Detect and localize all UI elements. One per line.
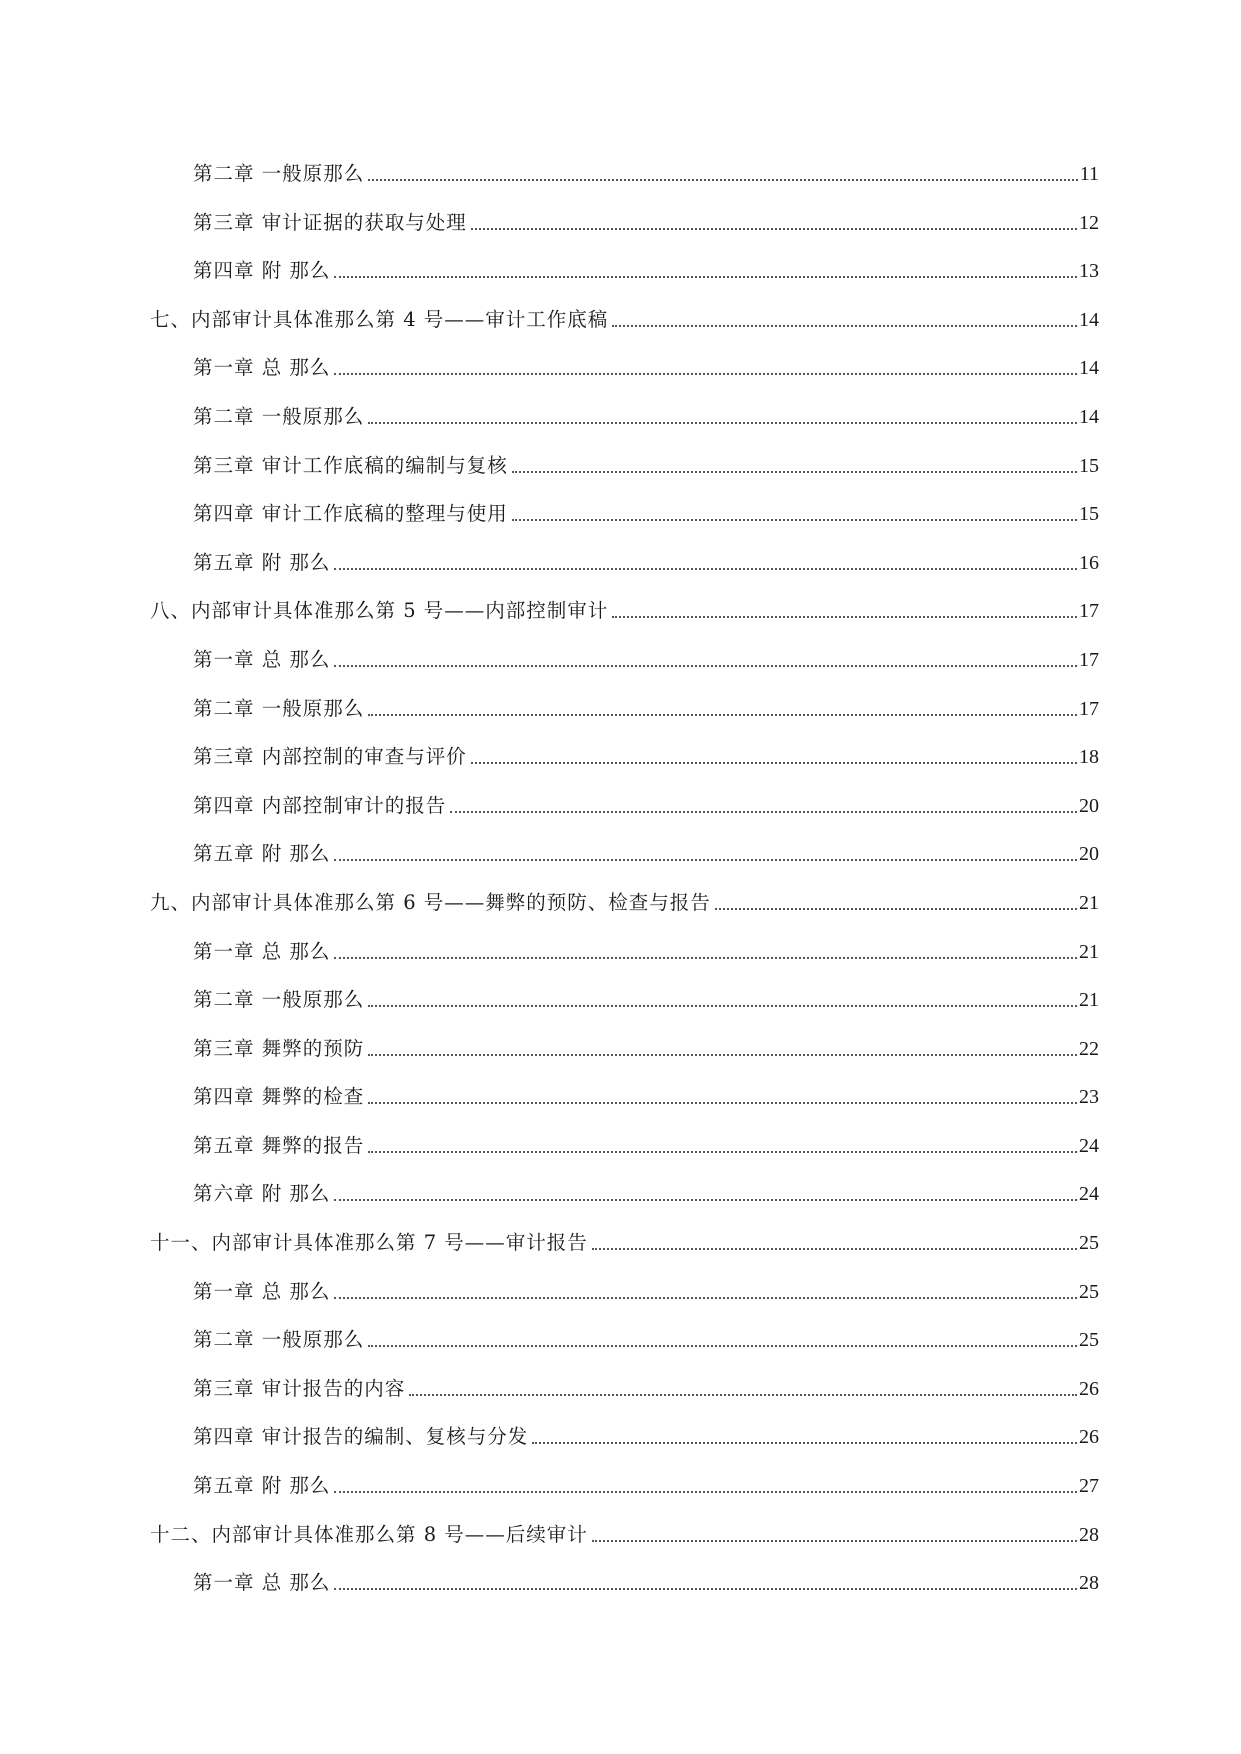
toc-entry-title: 第五章 附 那么 [193, 1474, 331, 1498]
toc-page-number: 14 [1079, 308, 1099, 331]
toc-page-number: 28 [1079, 1523, 1099, 1546]
toc-entry-line [193, 493, 1099, 527]
toc-entry-title: 第三章 内部控制的审查与评价 [193, 745, 467, 769]
toc-entry-title: 第三章 审计证据的获取与处理 [193, 210, 467, 234]
toc-chapter-entry[interactable] [0, 931, 1241, 980]
toc-dot-leader [512, 519, 1077, 521]
toc-chapter-entry[interactable] [0, 542, 1241, 591]
toc-entry-title: 第二章 一般原那么 [193, 696, 365, 720]
toc-entry-title: 第四章 附 那么 [193, 259, 331, 283]
toc-page-number: 17 [1079, 600, 1099, 623]
toc-dot-leader [334, 665, 1077, 667]
toc-entry-title: 第五章 舞弊的报告 [193, 1133, 365, 1157]
toc-dot-leader [334, 1491, 1077, 1493]
toc-entry-title: 九、内部审计具体准那么第 6 号——舞弊的预防、检查与报告 [150, 890, 711, 914]
toc-dot-leader [334, 1199, 1077, 1201]
toc-chapter-entry[interactable] [0, 396, 1241, 445]
toc-dot-leader [409, 1394, 1077, 1396]
toc-dot-leader [368, 1054, 1077, 1056]
toc-dot-leader [334, 373, 1077, 375]
toc-dot-leader [612, 325, 1077, 327]
toc-entry-line [193, 785, 1099, 819]
toc-page-number: 21 [1079, 989, 1099, 1012]
toc-entry-title: 十一、内部审计具体准那么第 7 号——审计报告 [150, 1231, 588, 1255]
toc-dot-leader [368, 1005, 1077, 1007]
toc-entry-line [150, 1222, 1099, 1256]
toc-entry-line [150, 1514, 1099, 1548]
toc-page-number: 15 [1079, 454, 1099, 477]
toc-page-number: 20 [1079, 843, 1099, 866]
toc-dot-leader [471, 228, 1077, 230]
toc-dot-leader [532, 1442, 1077, 1444]
toc-entry-line [193, 639, 1099, 673]
toc-entry-line [193, 688, 1099, 722]
toc-page-number: 21 [1079, 891, 1099, 914]
toc-entry-title: 十二、内部审计具体准那么第 8 号——后续审计 [150, 1522, 588, 1546]
toc-page-number: 11 [1079, 163, 1099, 185]
toc-chapter-entry[interactable] [0, 445, 1241, 494]
toc-entry-line [193, 1173, 1099, 1207]
toc-entry-title: 第五章 附 那么 [193, 842, 331, 866]
toc-chapter-entry[interactable] [0, 1271, 1241, 1320]
toc-entry-title: 第二章 一般原那么 [193, 988, 365, 1012]
toc-page-number: 24 [1079, 1183, 1099, 1206]
toc-page-number: 17 [1079, 697, 1099, 720]
toc-entry-title: 第三章 审计报告的内容 [193, 1376, 406, 1400]
toc-entry-line [193, 542, 1099, 576]
toc-dot-leader [334, 1588, 1077, 1590]
toc-chapter-entry[interactable] [0, 785, 1241, 834]
toc-page-number: 20 [1079, 794, 1099, 817]
toc-entry-title: 第五章 附 那么 [193, 550, 331, 574]
toc-entry-title: 第二章 一般原那么 [193, 404, 365, 428]
toc-entry-line [193, 1368, 1099, 1402]
toc-entry-title: 第三章 舞弊的预防 [193, 1036, 365, 1060]
toc-entry-line [193, 1319, 1099, 1353]
toc-chapter-entry[interactable] [0, 250, 1241, 299]
toc-entry-line [193, 153, 1099, 187]
toc-chapter-entry[interactable] [0, 1562, 1241, 1611]
toc-dot-leader [592, 1248, 1077, 1250]
toc-page-number: 26 [1079, 1377, 1099, 1400]
toc-entry-line [193, 396, 1099, 430]
toc-chapter-entry[interactable] [0, 736, 1241, 785]
toc-dot-leader [334, 859, 1077, 861]
toc-dot-leader [471, 762, 1077, 764]
toc-chapter-entry[interactable] [0, 153, 1241, 202]
toc-page-number: 25 [1079, 1329, 1099, 1352]
toc-chapter-entry[interactable] [0, 347, 1241, 396]
toc-page-number: 28 [1079, 1572, 1099, 1595]
toc-entry-title: 第二章 一般原那么 [193, 162, 365, 185]
toc-page-number: 25 [1079, 1232, 1099, 1255]
toc-entry-title: 第一章 总 那么 [193, 647, 331, 671]
toc-page-number: 26 [1079, 1426, 1099, 1449]
toc-page-number: 25 [1079, 1280, 1099, 1303]
toc-entry-title: 第四章 审计报告的编制、复核与分发 [193, 1425, 529, 1449]
toc-page-number: 27 [1079, 1475, 1099, 1498]
toc-entry-title: 第二章 一般原那么 [193, 1328, 365, 1352]
toc-entry-line [150, 299, 1099, 333]
table-of-contents [0, 153, 1241, 1611]
toc-chapter-entry[interactable] [0, 1028, 1241, 1077]
toc-entry-title: 第一章 总 那么 [193, 1279, 331, 1303]
toc-chapter-entry[interactable] [0, 1368, 1241, 1417]
toc-page-number: 12 [1079, 211, 1099, 234]
toc-dot-leader [334, 957, 1077, 959]
toc-chapter-entry[interactable] [0, 1465, 1241, 1514]
toc-dot-leader [512, 471, 1077, 473]
toc-entry-title: 第三章 审计工作底稿的编制与复核 [193, 453, 508, 477]
toc-page-number: 22 [1079, 1037, 1099, 1060]
toc-section-entry[interactable] [0, 1514, 1241, 1563]
toc-entry-line [193, 250, 1099, 284]
toc-section-entry[interactable] [0, 882, 1241, 931]
toc-entry-title: 第四章 审计工作底稿的整理与使用 [193, 502, 508, 526]
toc-chapter-entry[interactable] [0, 202, 1241, 251]
toc-dot-leader [368, 1102, 1077, 1104]
toc-page-number: 14 [1079, 357, 1099, 380]
toc-page-number: 24 [1079, 1134, 1099, 1157]
toc-dot-leader [334, 276, 1077, 278]
toc-dot-leader [450, 811, 1077, 813]
toc-dot-leader [368, 422, 1077, 424]
toc-section-entry[interactable] [0, 1222, 1241, 1271]
toc-chapter-entry[interactable] [0, 1076, 1241, 1125]
toc-entry-line [193, 1562, 1099, 1596]
toc-entry-line [150, 590, 1099, 624]
toc-page-number: 13 [1079, 260, 1099, 283]
toc-entry-title: 第六章 附 那么 [193, 1182, 331, 1206]
toc-page-number: 16 [1079, 551, 1099, 574]
toc-entry-line [150, 882, 1099, 916]
toc-dot-leader [715, 908, 1077, 910]
toc-entry-line [193, 833, 1099, 867]
toc-dot-leader [368, 1151, 1077, 1153]
toc-entry-line [193, 979, 1099, 1013]
toc-page-number: 18 [1079, 746, 1099, 769]
toc-chapter-entry[interactable] [0, 1319, 1241, 1368]
toc-entry-line [193, 736, 1099, 770]
toc-chapter-entry[interactable] [0, 833, 1241, 882]
toc-chapter-entry[interactable] [0, 493, 1241, 542]
toc-entry-title: 第一章 总 那么 [193, 939, 331, 963]
toc-entry-title: 七、内部审计具体准那么第 4 号——审计工作底稿 [150, 307, 609, 331]
toc-dot-leader [368, 714, 1077, 716]
toc-entry-line [193, 445, 1099, 479]
toc-chapter-entry[interactable] [0, 979, 1241, 1028]
toc-page-number: 15 [1079, 503, 1099, 526]
toc-dot-leader [592, 1540, 1077, 1542]
toc-entry-line [193, 347, 1099, 381]
toc-entry-line [193, 1465, 1099, 1499]
toc-entry-line [193, 202, 1099, 236]
toc-chapter-entry[interactable] [0, 639, 1241, 688]
toc-entry-line [193, 1271, 1099, 1305]
toc-dot-leader [368, 1345, 1077, 1347]
toc-chapter-entry[interactable] [0, 1173, 1241, 1222]
toc-entry-line [193, 1076, 1099, 1110]
toc-dot-leader [334, 1297, 1077, 1299]
toc-entry-title: 第四章 舞弊的检查 [193, 1085, 365, 1109]
toc-entry-line [193, 931, 1099, 965]
toc-page-number: 23 [1079, 1086, 1099, 1109]
toc-entry-title: 第一章 总 那么 [193, 1571, 331, 1595]
toc-entry-title: 第四章 内部控制审计的报告 [193, 793, 447, 817]
toc-entry-line [193, 1416, 1099, 1450]
toc-dot-leader [334, 568, 1077, 570]
toc-entry-line [193, 1125, 1099, 1159]
toc-dot-leader [368, 179, 1078, 181]
toc-page-number: 21 [1079, 940, 1099, 963]
toc-chapter-entry[interactable] [0, 1125, 1241, 1174]
toc-chapter-entry[interactable] [0, 688, 1241, 737]
toc-page-number: 14 [1079, 405, 1099, 428]
toc-section-entry[interactable] [0, 299, 1241, 348]
toc-entry-title: 第一章 总 那么 [193, 356, 331, 380]
toc-section-entry[interactable] [0, 590, 1241, 639]
toc-page-number: 17 [1079, 648, 1099, 671]
toc-entry-line [193, 1028, 1099, 1062]
toc-chapter-entry[interactable] [0, 1416, 1241, 1465]
toc-dot-leader [612, 616, 1077, 618]
toc-entry-title: 八、内部审计具体准那么第 5 号——内部控制审计 [150, 599, 609, 623]
